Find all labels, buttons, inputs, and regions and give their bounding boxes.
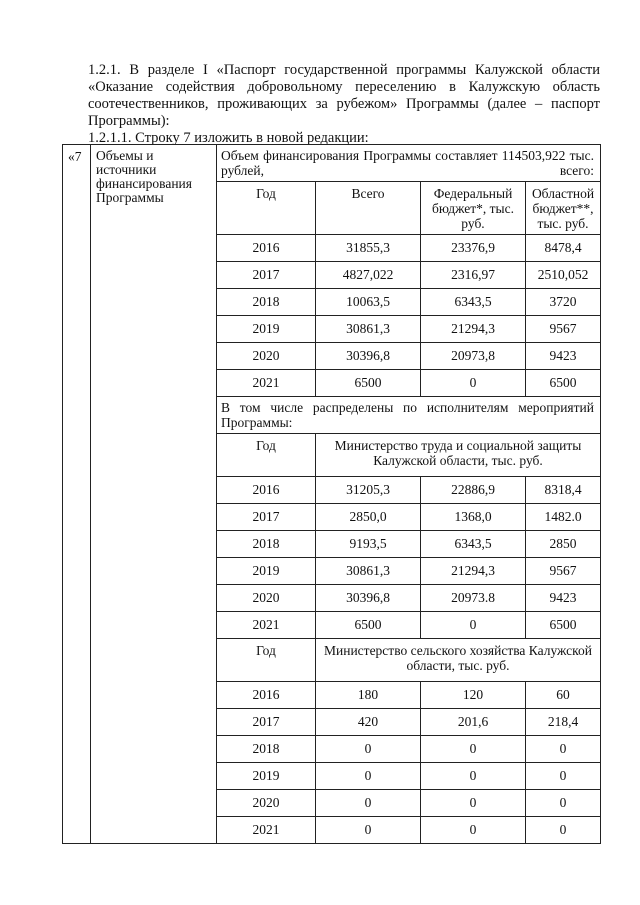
executor-2-title: Министерство сельского хозяйства Калужской области, тыс. руб. [316, 639, 601, 682]
executor-2-row [217, 763, 600, 790]
year-cell: 2019 [217, 763, 316, 790]
regional-cell: 0 [526, 817, 601, 844]
year-cell: 2019 [217, 558, 316, 585]
year-cell: 2021 [217, 370, 316, 397]
passport-table [62, 144, 601, 844]
year-cell: 2017 [217, 504, 316, 531]
federal-cell: 6343,5 [421, 531, 526, 558]
regional-cell: 1482.0 [526, 504, 601, 531]
total-cell: 31205,3 [316, 477, 421, 504]
executors-note: В том числе распределены по исполнителям мероприятий Программы: [217, 396, 600, 433]
total-cell: 6500 [316, 370, 421, 397]
federal-cell: 21294,3 [421, 558, 526, 585]
intro-line-2: 1.2.1.1. Строку 7 изложить в новой редакции: [88, 130, 369, 146]
regional-cell: 8318,4 [526, 477, 601, 504]
regional-cell: 0 [526, 763, 601, 790]
federal-cell: 20973,8 [421, 343, 526, 370]
financing-row [217, 343, 600, 370]
financing-row [217, 316, 600, 343]
regional-cell: 8478,4 [526, 235, 601, 262]
regional-cell: 9567 [526, 558, 601, 585]
total-cell: 9193,5 [316, 531, 421, 558]
regional-cell: 0 [526, 790, 601, 817]
year-cell: 2020 [217, 585, 316, 612]
financing-row [217, 289, 600, 316]
regional-cell: 6500 [526, 370, 601, 397]
executor-1-row [217, 477, 600, 504]
header-year: Год [217, 182, 316, 235]
federal-cell: 120 [421, 682, 526, 709]
year-cell: 2020 [217, 343, 316, 370]
executor-1-row [217, 531, 600, 558]
row-number: «7 [63, 145, 91, 844]
total-cell: 420 [316, 709, 421, 736]
executor-1-year-header: Год [217, 434, 316, 477]
financing-table [217, 181, 600, 396]
financing-row [217, 235, 600, 262]
year-cell: 2016 [217, 235, 316, 262]
executor-2-table [217, 638, 600, 843]
executor-2-row [217, 817, 600, 844]
total-cell: 0 [316, 736, 421, 763]
executor-1-title: Министерство труда и социальной защиты Калужской области, тыс. руб. [316, 434, 601, 477]
year-cell: 2017 [217, 709, 316, 736]
row-content [217, 145, 601, 844]
executor-1-row [217, 612, 600, 639]
total-cell: 30396,8 [316, 585, 421, 612]
federal-cell: 0 [421, 790, 526, 817]
year-cell: 2018 [217, 736, 316, 763]
regional-cell: 3720 [526, 289, 601, 316]
financing-summary: Объем финансирования Программы составляет 114503,922 тыс. рублей, всего: [221, 148, 594, 178]
header-regional: Областной бюджет**, тыс. руб. [526, 182, 601, 235]
financing-row [217, 370, 600, 397]
regional-cell: 9423 [526, 343, 601, 370]
year-cell: 2021 [217, 612, 316, 639]
federal-cell: 6343,5 [421, 289, 526, 316]
year-cell: 2020 [217, 790, 316, 817]
federal-cell: 0 [421, 370, 526, 397]
total-cell: 0 [316, 817, 421, 844]
federal-cell: 23376,9 [421, 235, 526, 262]
total-cell: 10063,5 [316, 289, 421, 316]
regional-cell: 218,4 [526, 709, 601, 736]
federal-cell: 2316,97 [421, 262, 526, 289]
regional-cell: 0 [526, 736, 601, 763]
executor-2-row [217, 709, 600, 736]
total-cell: 30861,3 [316, 316, 421, 343]
total-cell: 30861,3 [316, 558, 421, 585]
total-cell: 180 [316, 682, 421, 709]
regional-cell: 9567 [526, 316, 601, 343]
federal-cell: 22886,9 [421, 477, 526, 504]
header-federal: Федеральный бюджет*, тыс. руб. [421, 182, 526, 235]
year-cell: 2016 [217, 682, 316, 709]
federal-cell: 0 [421, 612, 526, 639]
executor-1-row [217, 504, 600, 531]
total-cell: 0 [316, 763, 421, 790]
total-cell: 4827,022 [316, 262, 421, 289]
executor-2-year-header: Год [217, 639, 316, 682]
year-cell: 2018 [217, 289, 316, 316]
financing-header-row [217, 182, 600, 235]
regional-cell: 2510,052 [526, 262, 601, 289]
executor-1-row [217, 558, 600, 585]
federal-cell: 21294,3 [421, 316, 526, 343]
executor-2-row [217, 736, 600, 763]
executor-1-table [217, 433, 600, 638]
federal-cell: 201,6 [421, 709, 526, 736]
row-label: Объемы и источники финансирования Программы [91, 145, 217, 844]
federal-cell: 1368,0 [421, 504, 526, 531]
intro-text [88, 62, 600, 147]
total-cell: 31855,3 [316, 235, 421, 262]
header-total: Всего [316, 182, 421, 235]
federal-cell: 20973.8 [421, 585, 526, 612]
regional-cell: 6500 [526, 612, 601, 639]
federal-cell: 0 [421, 763, 526, 790]
year-cell: 2018 [217, 531, 316, 558]
executor-2-header-row [217, 639, 600, 682]
executor-2-row [217, 790, 600, 817]
regional-cell: 9423 [526, 585, 601, 612]
federal-cell: 0 [421, 817, 526, 844]
year-cell: 2019 [217, 316, 316, 343]
intro-line-1: 1.2.1. В разделе I «Паспорт государственной программы Калужской области «Оказание содействия добровольному переселению в Калужскую область соотечественников, проживающих за рубежом» Программы (далее – паспорт Программы): [88, 62, 600, 129]
year-cell: 2017 [217, 262, 316, 289]
executor-2-row [217, 682, 600, 709]
executor-1-header-row [217, 434, 600, 477]
regional-cell: 60 [526, 682, 601, 709]
total-cell: 30396,8 [316, 343, 421, 370]
regional-cell: 2850 [526, 531, 601, 558]
total-cell: 0 [316, 790, 421, 817]
year-cell: 2016 [217, 477, 316, 504]
executor-1-row [217, 585, 600, 612]
total-cell: 2850,0 [316, 504, 421, 531]
financing-row [217, 262, 600, 289]
federal-cell: 0 [421, 736, 526, 763]
total-cell: 6500 [316, 612, 421, 639]
year-cell: 2021 [217, 817, 316, 844]
